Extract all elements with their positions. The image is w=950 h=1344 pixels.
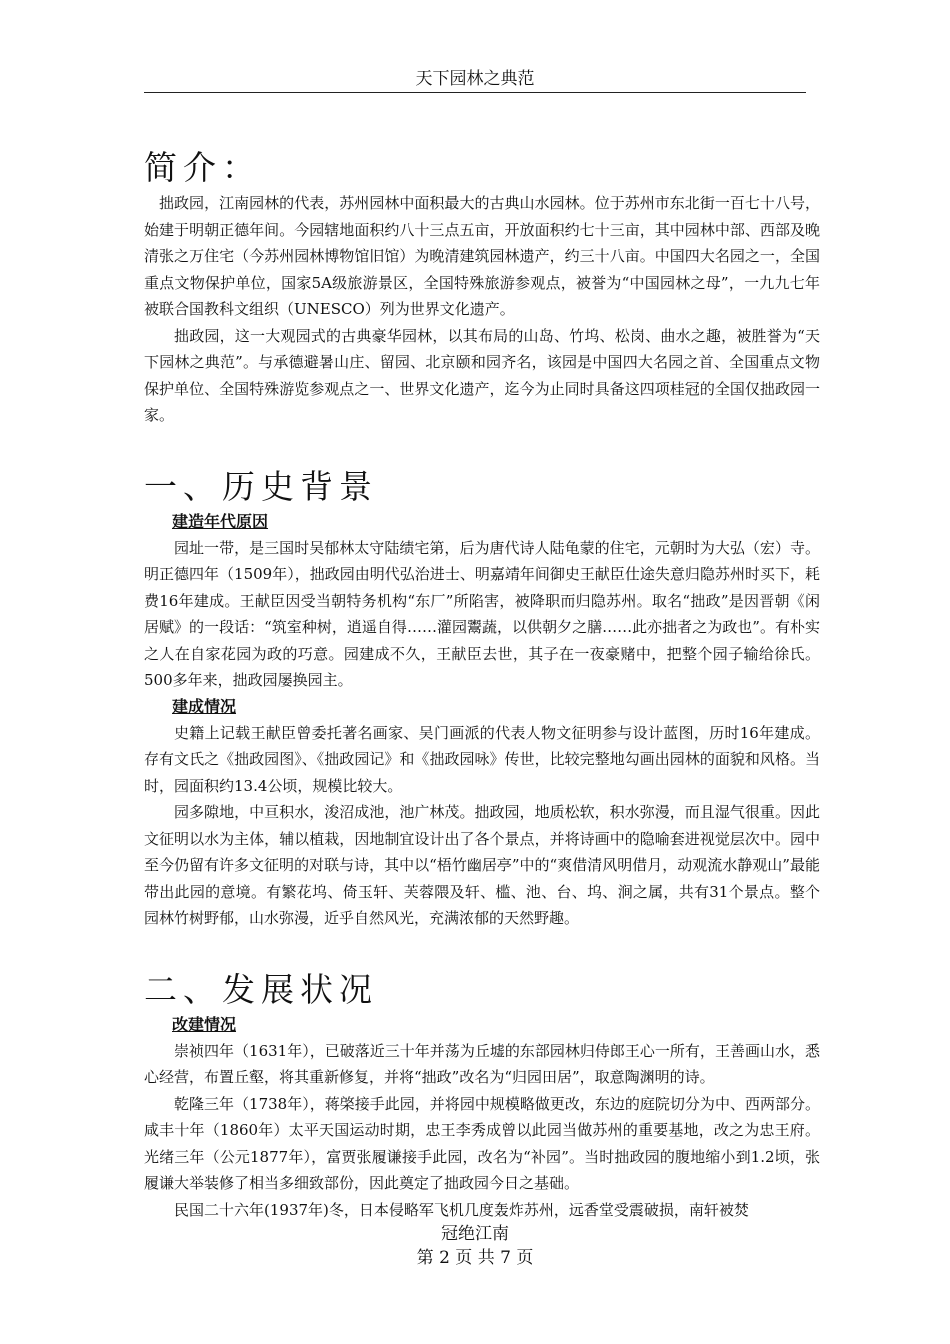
history-paragraph-3: 园多隙地，中亘积水，浚沼成池，池广林茂。拙政园，地质松软，积水弥漫，而且湿气很重。因此文征明以水为主体，辅以植栽，因地制宜设计出了各个景点，并将诗画中的隐喻套进视觉层次中。园中至今仍留有许多文征明的对联与诗，其中以“梧竹幽居亭”中的“爽借清风明借月，动观流水静观山”最能带出此园的意境。有繁花坞、倚玉轩、芙蓉隈及轩、槛、池、台、坞、涧之属，共有31个景点。整个园林竹树野郁，山水弥漫，近乎自然风光，充满浓郁的天然野趣。 xyxy=(144,803,820,927)
development-subheading-rebuild: 改建情况 xyxy=(172,1014,237,1034)
page-header xyxy=(144,66,806,93)
history-subheading-completion: 建成情况 xyxy=(172,696,237,716)
page-number: 第 2 页 共 7 页 xyxy=(416,1248,534,1268)
header-title: 天下园林之典范 xyxy=(415,69,535,89)
history-paragraph-1: 园址一带，是三国时吴郁林太守陆绩宅第，后为唐代诗人陆龟蒙的住宅，元朝时为大弘（宏）寺。明正德四年（1509年），拙政园由明代弘治进士、明嘉靖年间御史王献臣仕途失意归隐苏州时买下，耗费16年建成。王献臣因受当朝特务机构“东厂”所陷害，被降职而归隐苏州。取名“拙政”是因晋朝《闲居赋》的一段话：“筑室种树，逍遥自得……灌园鬻蔬，以供朝夕之膳……此亦拙者之为政也”。有朴实之人在自家花园为政的巧意。园建成不久，王献臣去世，其子在一夜豪赌中，把整个园子输给徐氏。500多年来，拙政园屡换园主。 xyxy=(144,538,820,689)
development-paragraph-2: 乾隆三年（1738年），蒋棨接手此园，并将园中规模略做更改，东边的庭院切分为中、西两部分。咸丰十年（1860年）太平天国运动时期，忠王李秀成曾以此园当做苏州的重要基地，改之为忠王府。光绪三年（公元1877年），富贾张履谦接手此园，改名为“补园”。当时拙政园的腹地缩小到1.2顷，张履谦大举装修了相当多细致部份，因此奠定了拙政园今日之基础。 xyxy=(144,1094,820,1192)
history-heading: 一、历史背景 xyxy=(144,466,378,506)
development-paragraph-3: 民国二十六年(1937年)冬，日本侵略军飞机几度轰炸苏州，远香堂受震破损，南轩被焚 xyxy=(174,1200,749,1219)
history-subheading-construction: 建造年代原因 xyxy=(172,511,269,531)
footer-title: 冠绝江南 xyxy=(441,1224,509,1244)
development-heading: 二、发展状况 xyxy=(144,969,378,1009)
document-body xyxy=(144,140,820,1223)
page-footer xyxy=(0,1222,950,1270)
development-paragraph-1: 崇祯四年（1631年），已破落近三十年并荡为丘墟的东部园林归侍郎王心一所有，王善画山水，悉心经营，布置丘壑，将其重新修复，并将“拙政”改名为“归园田居”，取意陶渊明的诗。 xyxy=(144,1041,820,1086)
intro-paragraph-2: 拙政园，这一大观园式的古典豪华园林，以其布局的山岛、竹坞、松岗、曲水之趣，被胜誉为“天下园林之典范”。与承德避暑山庄、留园、北京颐和园齐名，该园是中国四大名园之首、全国重点文物保护单位、全国特殊游览参观点之一、世界文化遗产，迄今为止同时具备这四项桂冠的全国仅拙政园一家。 xyxy=(144,326,820,424)
intro-heading: 简介： xyxy=(144,148,261,187)
history-paragraph-2: 史籍上记载王献臣曾委托著名画家、吴门画派的代表人物文征明参与设计蓝图，历时16年建成。存有文氏之《拙政园图》、《拙政园记》和《拙政园咏》传世，比较完整地勾画出园林的面貌和风格。当时，园面积约13.4公顷，规模比较大。 xyxy=(144,723,820,795)
intro-paragraph-1: 拙政园，江南园林的代表，苏州园林中面积最大的古典山水园林。位于苏州市东北街一百七十八号，始建于明朝正德年间。今园辖地面积约八十三点五亩，开放面积约七十三亩，其中园林中部、西部及晚清张之万住宅（今苏州园林博物馆旧馆）为晚清建筑园林遗产，约三十八亩。中国四大名园之一，全国重点文物保护单位，国家5A级旅游景区，全国特殊旅游参观点，被誉为“中国园林之母”，一九九七年被联合国教科文组织（UNESCO）列为世界文化遗产。 xyxy=(144,194,820,318)
